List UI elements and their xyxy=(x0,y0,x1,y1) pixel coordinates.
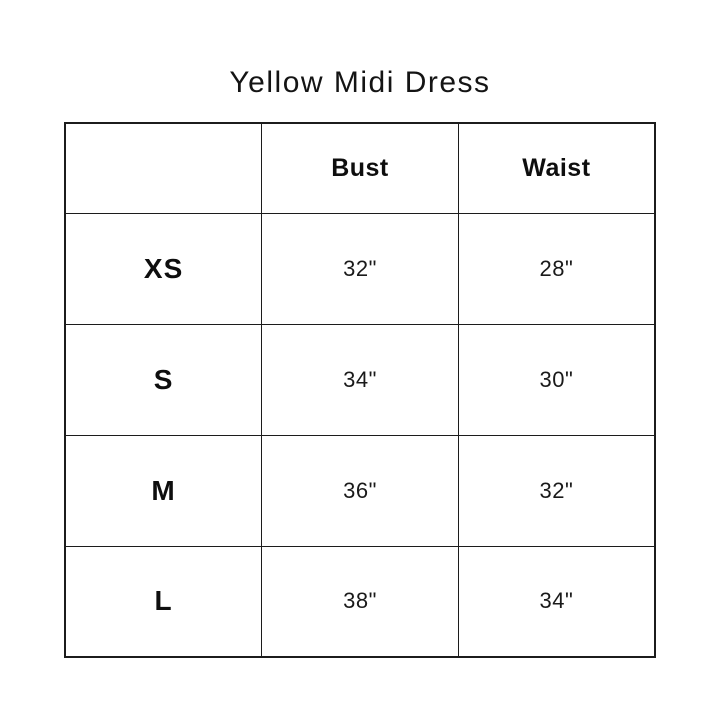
size-chart-table xyxy=(64,122,656,658)
table-row xyxy=(65,435,655,546)
size-cell-l: L xyxy=(65,546,262,657)
waist-cell-l: 34" xyxy=(458,546,655,657)
corner-cell xyxy=(65,123,262,213)
bust-cell-s: 34" xyxy=(262,324,459,435)
size-cell-s: S xyxy=(65,324,262,435)
page-title: Yellow Midi Dress xyxy=(229,66,491,99)
table-row xyxy=(65,213,655,324)
bust-cell-l: 38" xyxy=(262,546,459,657)
bust-cell-xs: 32" xyxy=(262,213,459,324)
waist-cell-m: 32" xyxy=(458,435,655,546)
size-cell-xs: XS xyxy=(65,213,262,324)
size-cell-m: M xyxy=(65,435,262,546)
table-row xyxy=(65,546,655,657)
bust-cell-m: 36" xyxy=(262,435,459,546)
table-row xyxy=(65,324,655,435)
waist-cell-xs: 28" xyxy=(458,213,655,324)
column-header-bust: Bust xyxy=(262,123,459,213)
waist-cell-s: 30" xyxy=(458,324,655,435)
column-header-waist: Waist xyxy=(458,123,655,213)
table-header-row xyxy=(65,123,655,213)
